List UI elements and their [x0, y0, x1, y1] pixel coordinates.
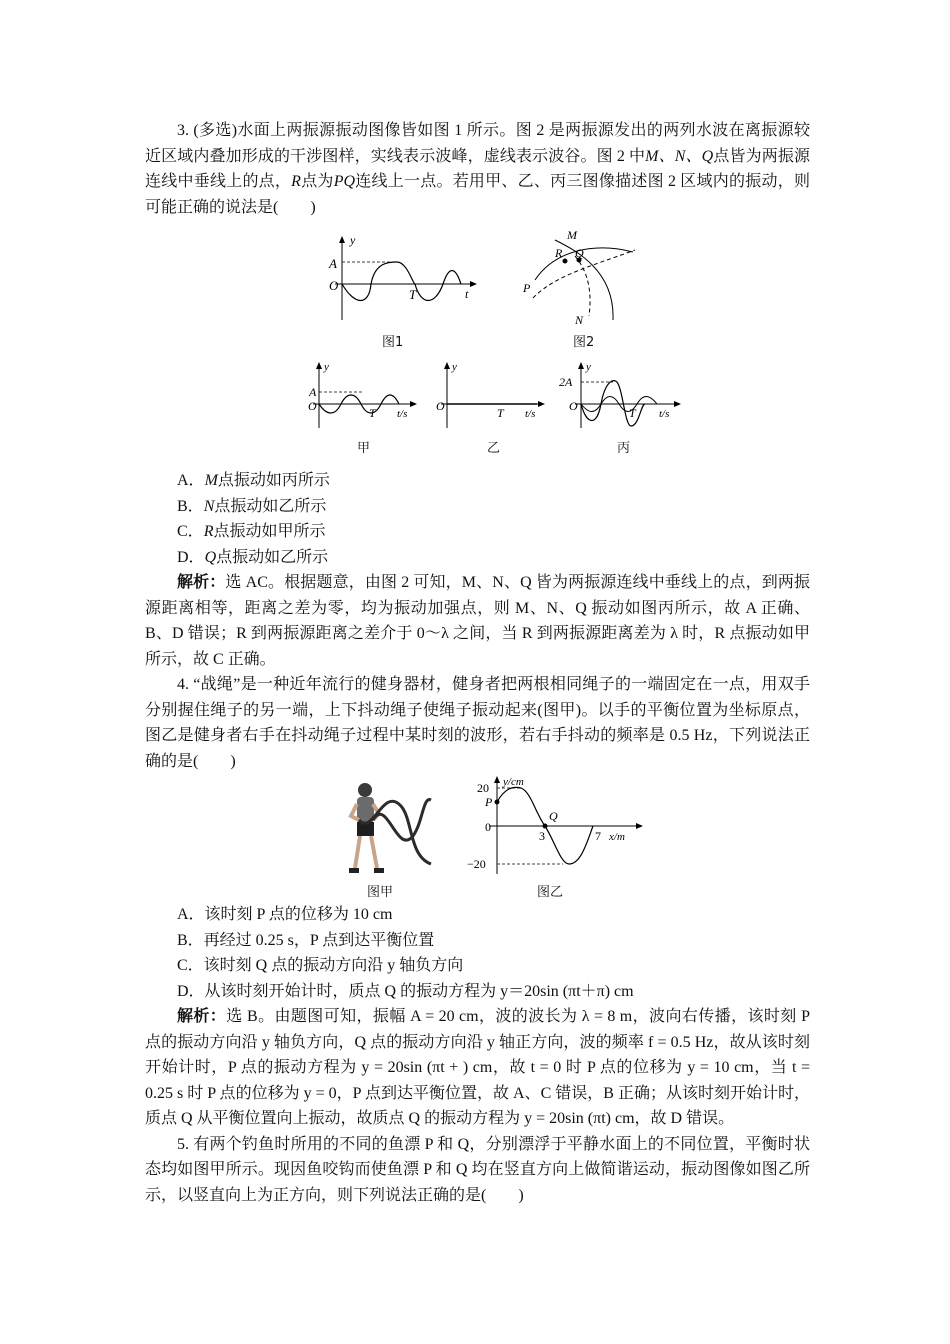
q4-figures [145, 774, 810, 902]
q3-yi-O-label: O [436, 399, 445, 413]
q4-fig-jia-illustration [343, 776, 435, 878]
q4-graph-x-three: 3 [539, 829, 545, 843]
q3-fig1-T-label: T [409, 287, 417, 302]
q3-bing-y-label: y [586, 361, 591, 373]
q4-option-b: B．再经过 0.25 s，P 点到达平衡位置 [177, 931, 435, 949]
q4-graph-y-top: 20 [477, 781, 489, 795]
q4-option-c: C．该时刻 Q 点的振动方向沿 y 轴负方向 [177, 957, 464, 974]
q3-bing-O-label: O [569, 399, 578, 413]
q4-fig-yi-caption: 图乙 [537, 885, 564, 900]
q4-analysis: 解析：选 B。由题图可知，振幅 A = 20 cm，波的波长为 λ = 8 m，波向右传播，该时刻 P 点的振动方向沿 y 轴负方向，Q 点的振动方向沿 y 轴正方向，波的频率 f = 0.5 Hz，故从该时刻开始计时，P 点的振动方程为 y = 20sin (πt + ) cm，故 t = 0 时 P 点的位移为 y = 10 cm，当 t = 0.25 s 时 P 点的位移为 y = 0，P 点到达平衡位置，故 A、C 错误，B 正确；从该时刻开始计时，质点 Q 从平衡位置向上振动，故质点 Q 的振动方程为 y = 20sin (πt) cm，故 D 错误。 [145, 1008, 810, 1127]
q3-bing-T-label: T [629, 406, 636, 420]
q4-fig-yi-graph [463, 774, 653, 878]
q3-graph-jia [305, 360, 425, 432]
q3-fig2-graph [515, 220, 655, 328]
q3-fig2-R-label: R [555, 246, 563, 260]
q3-bing-2A-label: 2A [559, 375, 573, 389]
q3-fig2-caption: 图2 [573, 335, 595, 350]
q3-fig2-M-label: M [567, 228, 577, 242]
q4-graph-Q-label: Q [549, 809, 558, 823]
q3-fig2-P-label: P [523, 281, 531, 295]
q3-jia-y-label: y [324, 361, 329, 373]
q3-fig1-y-label: y [350, 233, 356, 247]
q3-graph-bing [559, 360, 689, 432]
q3-jia-O-label: O [308, 399, 317, 413]
q3-option-b: B．N点振动如乙所示 [177, 497, 327, 515]
q3-analysis: 解析：选 AC。根据题意，由图 2 可知，M、N、Q 皆为两振源连线中垂线上的点，到两振源距离相等，距离之差为零，均为振动加强点，则 M、N、Q 振动如图丙所示，故 A 正确、B、D 错误；R 到两振源距离之差介于 0～λ 之间，当 R 到两振源距离差为 λ 时，R 点振动如甲所示，故 C 正确。 [145, 574, 810, 668]
q3-yi-ts-label: t/s [525, 408, 536, 420]
q3-bing-ts-label: t/s [659, 408, 670, 420]
q4-option-d: D．从该时刻开始计时，质点 Q 的振动方程为 y＝20sin (πt＋π) cm [177, 982, 634, 1000]
q4-fig-jia-caption: 图甲 [367, 885, 394, 900]
q4-graph-ylabel: y/cm [503, 776, 524, 788]
q3-fig1-t-label: t [465, 287, 469, 301]
q3-jia-ts-label: t/s [397, 408, 408, 420]
q3-fig1-O-label: O [329, 278, 339, 293]
q4-option-a: A．该时刻 P 点的位移为 10 cm [177, 906, 393, 923]
q3-fig1-graph [325, 232, 485, 327]
q4-graph-x-seven: 7 [595, 829, 601, 843]
q3-figures [145, 220, 810, 468]
q3-jia-caption: 甲 [357, 441, 371, 456]
q3-stem: 3. (多选)水面上两振源振动图像皆如图 1 所示。图 2 是两振源发出的两列水波在离振源较近区域内叠加形成的干涉图样，实线表示波峰，虚线表示波谷。图 2 中M、N、Q点皆为两振源连线中垂线上的点，R点为PQ连线上一点。若用甲、乙、丙三图像描述图 2 区域内的振动，则可能正确的说法是( ) [145, 122, 810, 216]
q3-option-c: C．R点振动如甲所示 [177, 523, 326, 540]
q3-bing-caption: 丙 [617, 441, 631, 456]
q5-stem: 5. 有两个钓鱼时所用的不同的鱼漂 P 和 Q，分别漂浮于平静水面上的不同位置，平衡时状态均如图甲所示。现因鱼咬钩而使鱼漂 P 和 Q 均在竖直方向上做简谐运动，振动图像如图乙所示，以竖直向上为正方向，则下列说法正确的是( ) [145, 1135, 810, 1204]
q3-jia-A-label: A [309, 385, 317, 399]
q4-graph-y-bottom: −20 [467, 857, 486, 871]
q3-fig2-Q-label: Q [575, 246, 584, 260]
q3-fig2-N-label: N [575, 313, 584, 327]
q4-graph-y-zero: 0 [485, 820, 491, 834]
q3-yi-y-label: y [452, 361, 457, 373]
q3-fig1-caption: 图1 [382, 335, 404, 350]
q4-graph-xlabel: x/m [609, 831, 625, 843]
q3-option-a: A．M点振动如丙所示 [177, 472, 330, 489]
q3-option-d: D．Q点振动如乙所示 [177, 548, 329, 566]
q4-stem: 4. “战绳”是一种近年流行的健身器材，健身者把两根相同绳子的一端固定在一点，用双手分别握住绳子的另一端，上下抖动绳子使绳子振动起来(图甲)。以手的平衡位置为坐标原点，图乙是健身者右手在抖动绳子过程中某时刻的波形，若右手抖动的频率是 0.5 Hz，下列说法正确的是( ) [145, 676, 810, 770]
q3-graph-yi [433, 360, 553, 432]
q3-yi-caption: 乙 [487, 441, 501, 456]
q3-yi-T-label: T [497, 406, 504, 420]
q3-jia-T-label: T [369, 406, 376, 420]
q3-fig1-A-label: A [329, 256, 337, 271]
q4-graph-P-label: P [485, 795, 493, 809]
document-page [145, 118, 810, 1208]
